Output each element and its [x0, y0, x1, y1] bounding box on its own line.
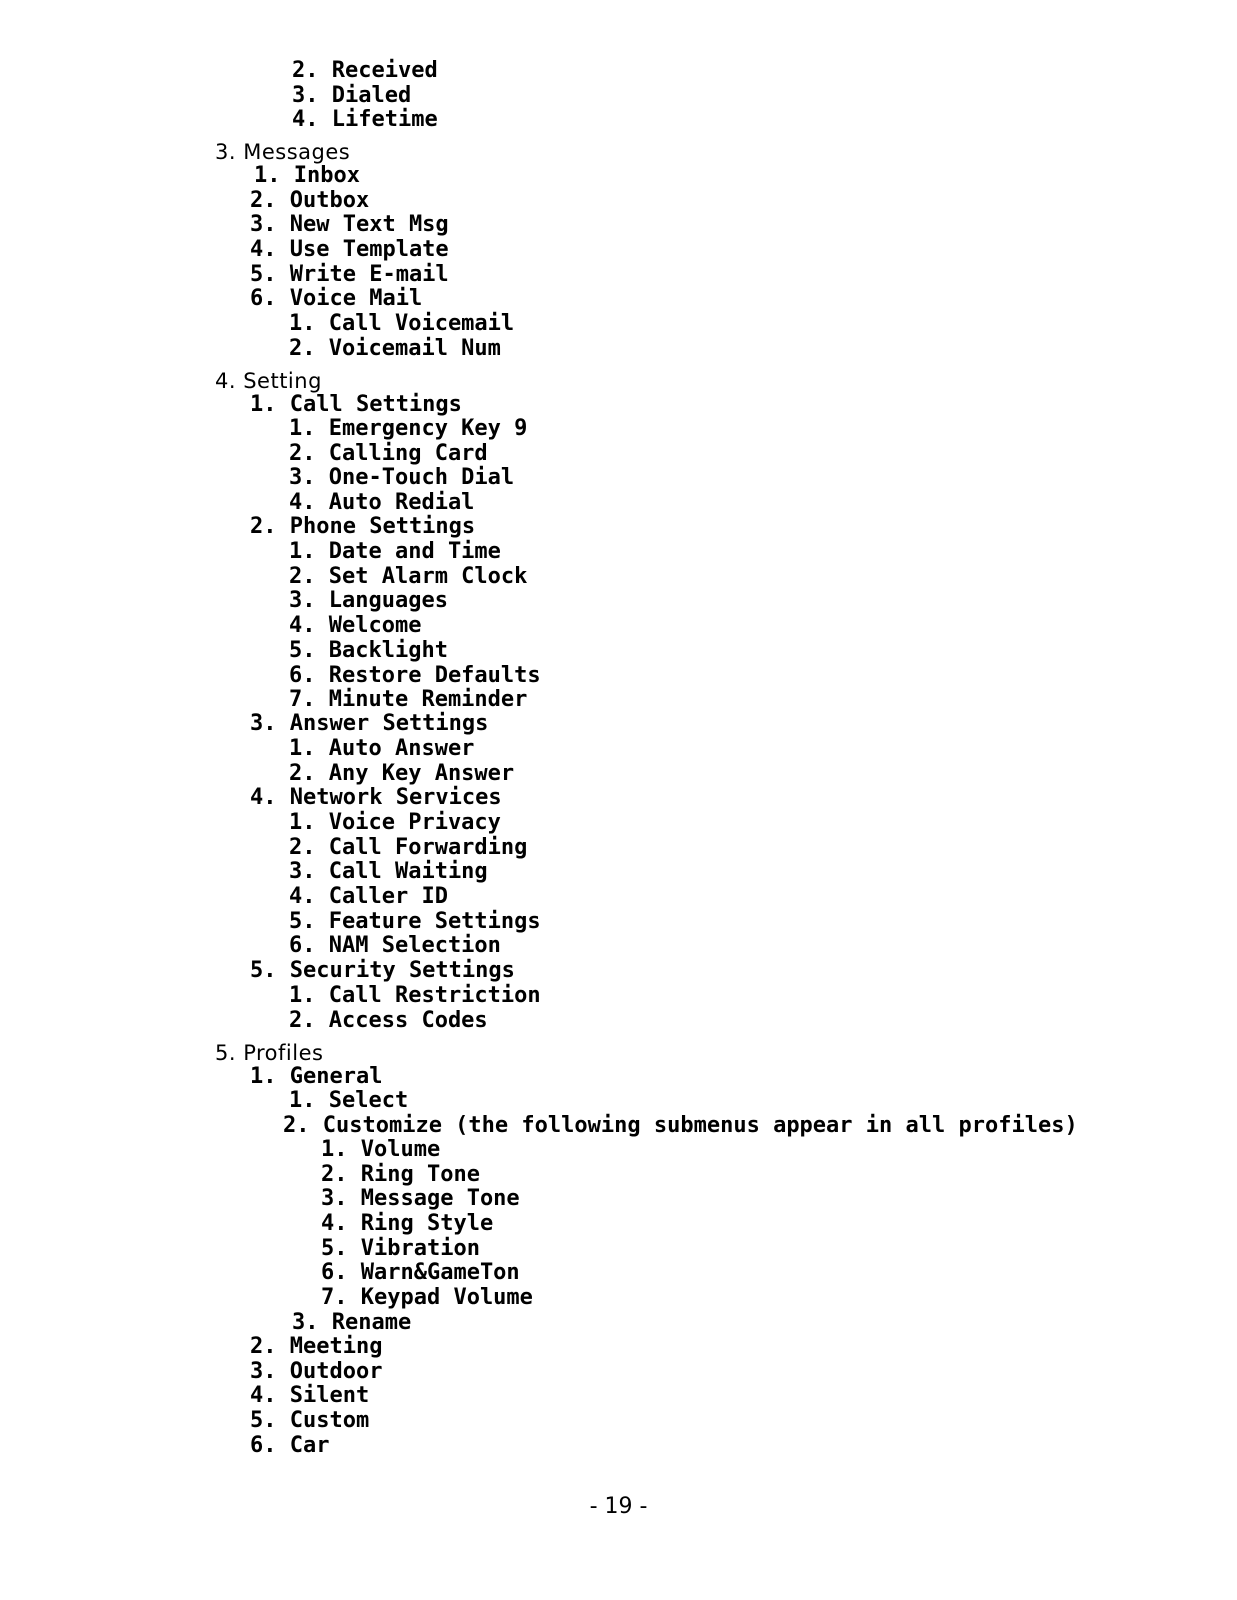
menu-item: 5. Custom	[250, 1408, 370, 1433]
menu-item: 7. Keypad Volume	[321, 1285, 533, 1310]
menu-item: 6. NAM Selection	[289, 933, 501, 958]
menu-item: 4. Caller ID	[289, 884, 448, 909]
menu-item: 5. Backlight	[289, 638, 448, 663]
menu-item: 4. Lifetime	[292, 107, 438, 132]
menu-section-heading: 4. Setting	[215, 369, 322, 393]
menu-item: 1. Select	[289, 1088, 409, 1113]
menu-item: 1. Inbox	[254, 163, 360, 188]
menu-item: 2. Customize (the following submenus appear in all profiles)	[283, 1113, 1078, 1138]
menu-item: 3. Languages	[289, 588, 448, 613]
menu-item: 4. Welcome	[289, 613, 422, 638]
page-number: - 19 -	[589, 1494, 648, 1519]
menu-item: 2. Calling Card	[289, 441, 488, 466]
menu-item: 5. Security Settings	[250, 958, 515, 983]
menu-item: 3. One-Touch Dial	[289, 465, 515, 490]
menu-item: 4. Use Template	[250, 237, 449, 262]
menu-item: 1. Voice Privacy	[289, 810, 501, 835]
menu-item: 1. Call Voicemail	[289, 311, 515, 336]
menu-item: 4. Silent	[250, 1383, 370, 1408]
menu-item: 2. Outbox	[250, 188, 370, 213]
menu-item: 2. Any Key Answer	[289, 761, 515, 786]
menu-item: 1. Emergency Key 9	[289, 416, 528, 441]
menu-item: 2. Voicemail Num	[289, 336, 501, 361]
menu-item: 3. Rename	[292, 1310, 412, 1335]
menu-item: 6. Restore Defaults	[289, 663, 541, 688]
menu-item: 5. Write E-mail	[250, 262, 449, 287]
menu-item: 5. Vibration	[321, 1236, 480, 1261]
menu-section-heading: 3. Messages	[215, 140, 351, 164]
menu-item: 2. Call Forwarding	[289, 835, 528, 860]
menu-item: 7. Minute Reminder	[289, 687, 528, 712]
menu-item: 2. Set Alarm Clock	[289, 564, 528, 589]
menu-item: 1. Call Settings	[250, 392, 462, 417]
menu-section-heading: 5. Profiles	[215, 1041, 324, 1065]
menu-item: 4. Ring Style	[321, 1211, 494, 1236]
menu-item: 6. Warn&GameTon	[321, 1260, 520, 1285]
menu-item: 1. General	[250, 1064, 383, 1089]
menu-item: 2. Received	[292, 58, 438, 83]
menu-item: 2. Ring Tone	[321, 1162, 480, 1187]
menu-item: 1. Auto Answer	[289, 736, 475, 761]
menu-item: 3. Message Tone	[321, 1186, 520, 1211]
menu-item: 3. Call Waiting	[289, 859, 488, 884]
menu-item: 1. Date and Time	[289, 539, 501, 564]
menu-item: 2. Meeting	[250, 1334, 383, 1359]
menu-item: 3. Outdoor	[250, 1359, 383, 1384]
menu-item: 1. Volume	[321, 1137, 441, 1162]
menu-item: 4. Network Services	[250, 785, 502, 810]
menu-item: 6. Car	[250, 1433, 330, 1458]
menu-item: 5. Feature Settings	[289, 909, 541, 934]
menu-item: 2. Phone Settings	[250, 514, 476, 539]
menu-item: 3. Dialed	[292, 83, 412, 108]
menu-item: 3. Answer Settings	[250, 711, 489, 736]
menu-item: 4. Auto Redial	[289, 490, 475, 515]
menu-item: 3. New Text Msg	[250, 212, 449, 237]
menu-item: 2. Access Codes	[289, 1008, 488, 1033]
menu-item: 1. Call Restriction	[289, 983, 541, 1008]
menu-item: 6. Voice Mail	[250, 286, 423, 311]
